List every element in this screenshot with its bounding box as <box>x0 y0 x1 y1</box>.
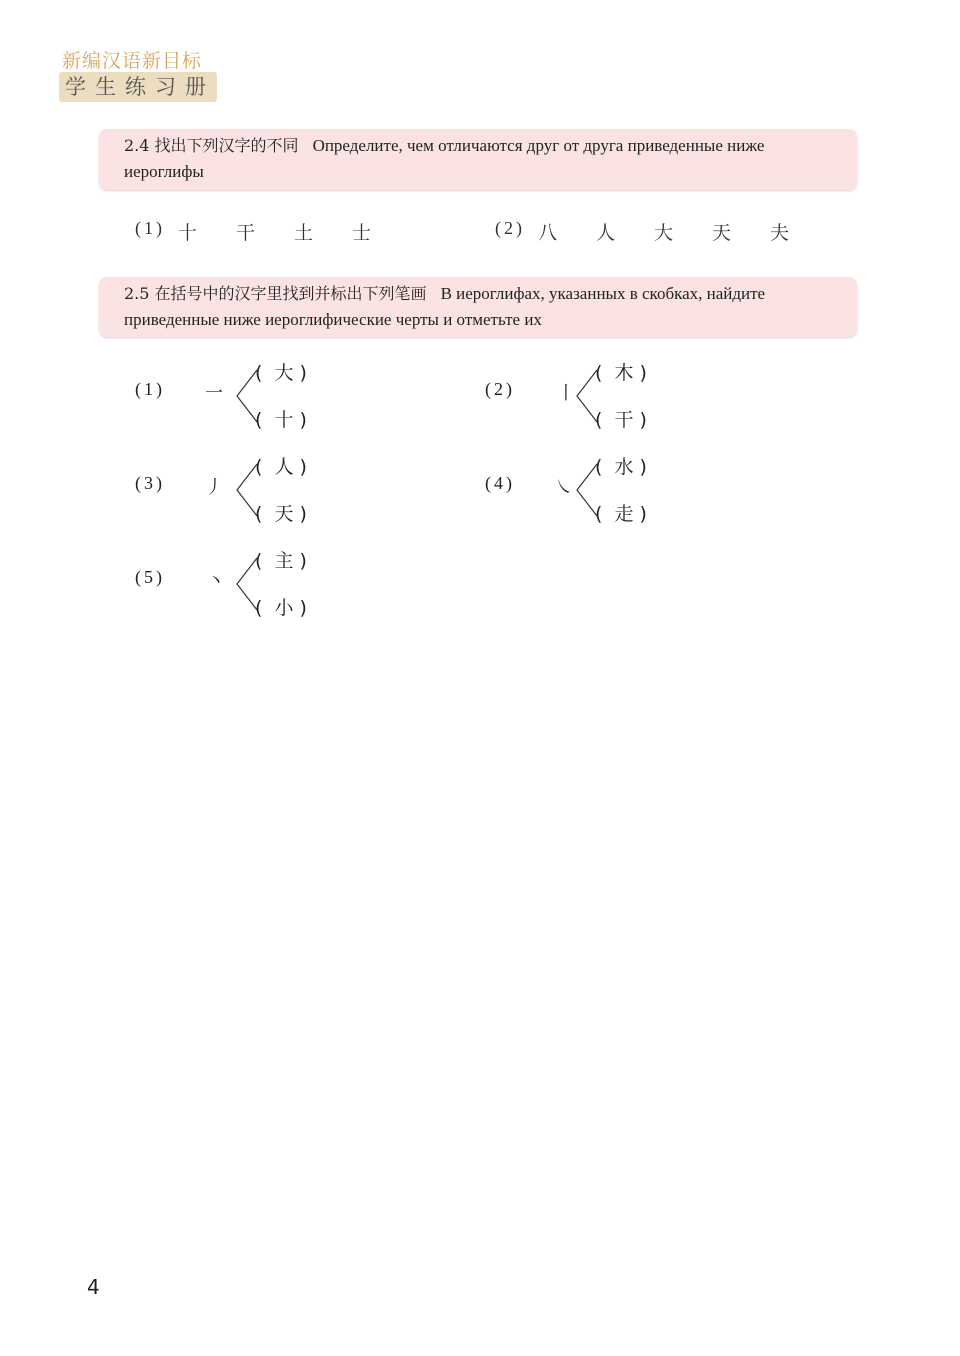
answer-slot-2[interactable]: ( 十 ) <box>255 409 307 431</box>
hanzi: 干 <box>236 222 256 244</box>
exercise-title-zh: 找出下列汉字的不同 <box>154 136 299 155</box>
hanzi: 干 <box>614 409 634 431</box>
stroke-glyph: 丶 <box>207 571 225 592</box>
stroke-item-4 <box>485 452 685 525</box>
answer-slot-1[interactable]: ( 水 ) <box>595 456 647 478</box>
exercise-number: 2.5 <box>124 284 150 303</box>
item-label: (1) <box>135 379 165 399</box>
answer-slot-1[interactable]: ( 木 ) <box>595 362 647 384</box>
exercise-2-5-header <box>99 277 857 337</box>
hanzi: 水 <box>614 456 634 478</box>
item-label: (5) <box>135 567 165 587</box>
series-title: 新编汉语新目标 <box>62 50 203 72</box>
page-number: 4 <box>87 1275 100 1299</box>
item-label: (3) <box>135 473 165 493</box>
group-label: (1) <box>135 218 165 238</box>
exercise-2-4-group-2 <box>495 218 790 244</box>
exercise-2-4-group-1 <box>135 218 372 244</box>
stroke-glyph: ㇏ <box>555 477 573 498</box>
group-label: (2) <box>495 218 525 238</box>
hanzi: 大 <box>654 222 674 244</box>
stroke-glyph: 一 <box>205 383 223 404</box>
answer-slot-1[interactable]: ( 主 ) <box>255 550 307 572</box>
hanzi: 夫 <box>770 222 790 244</box>
exercise-title-ru: Определите, чем отличаются друг от друга приведенные ниже иероглифы <box>124 136 765 181</box>
hanzi: 天 <box>274 503 294 525</box>
stroke-glyph: 丿 <box>205 477 223 498</box>
exercise-number: 2.4 <box>124 136 150 155</box>
answer-slot-1[interactable]: ( 人 ) <box>255 456 307 478</box>
hanzi: 人 <box>596 222 616 244</box>
item-label: (2) <box>485 379 515 399</box>
answer-slot-2[interactable]: ( 小 ) <box>255 597 307 619</box>
exercise-2-4-header <box>99 129 857 190</box>
hanzi: 十 <box>178 222 198 244</box>
item-label: (4) <box>485 473 515 493</box>
hanzi: 士 <box>352 222 372 244</box>
hanzi: 八 <box>538 222 558 244</box>
hanzi: 土 <box>294 222 314 244</box>
hanzi: 主 <box>274 550 294 572</box>
stroke-item-5 <box>135 546 335 619</box>
stroke-item-1 <box>135 358 335 431</box>
hanzi: 小 <box>274 597 294 619</box>
stroke-item-3 <box>135 452 335 525</box>
answer-slot-1[interactable]: ( 大 ) <box>255 362 307 384</box>
exercise-title-zh: 在括号中的汉字里找到并标出下列笔画 <box>154 284 427 303</box>
hanzi: 木 <box>614 362 634 384</box>
hanzi: 十 <box>274 409 294 431</box>
answer-slot-2[interactable]: ( 干 ) <box>595 409 647 431</box>
answer-slot-2[interactable]: ( 天 ) <box>255 503 307 525</box>
hanzi: 大 <box>274 362 294 384</box>
exercise-title-ru: В иероглифах, указанных в скобках, найдите приведенные ниже иероглифические черты и отметьте их <box>124 284 766 329</box>
hanzi: 天 <box>712 222 732 244</box>
book-title: 学生练习册 <box>59 72 217 102</box>
hanzi: 走 <box>614 503 634 525</box>
answer-slot-2[interactable]: ( 走 ) <box>595 503 647 525</box>
stroke-item-2 <box>485 358 685 431</box>
hanzi: 人 <box>274 456 294 478</box>
stroke-glyph: 丨 <box>557 383 575 404</box>
